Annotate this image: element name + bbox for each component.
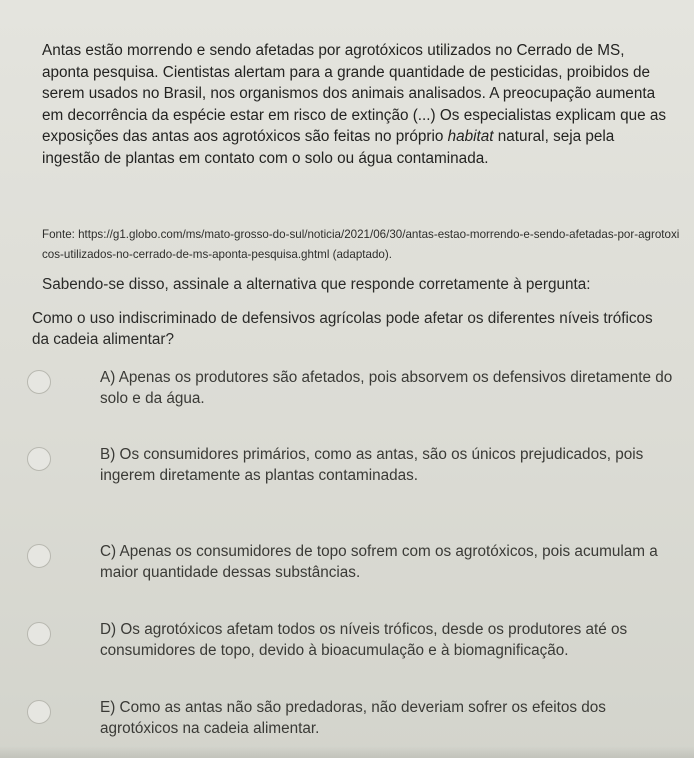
- option-d-radio-icon[interactable]: [27, 622, 51, 646]
- option-a[interactable]: [22, 368, 682, 432]
- option-c-radio-icon[interactable]: [27, 544, 51, 568]
- option-b-radio-icon[interactable]: [27, 447, 51, 471]
- option-d-label: D) Os agrotóxicos afetam todos os níveis tróficos, desde os produtores até os consumidores de topo, devido à bioacumulação e à biomagnificação.: [100, 621, 628, 659]
- bottom-shadow: [0, 746, 694, 758]
- option-c-label: C) Apenas os consumidores de topo sofrem com os agrotóxicos, pois acumulam a maior quantidade dessas substâncias.: [100, 543, 658, 581]
- question-text: Como o uso indiscriminado de defensivos agrícolas pode afetar os diferentes níveis tróficos da cadeia alimentar?: [32, 310, 653, 348]
- source-citation: Fonte: https://g1.globo.com/ms/mato-grosso-do-sul/noticia/2021/06/30/antas-estao-morrendo-e-sendo-afetadas-por-agrotoxicos-utilizados-no-cerrado-de-ms-aponta-pesquisa.ghtml (adaptado).: [42, 228, 680, 261]
- option-b-label: B) Os consumidores primários, como as antas, são os únicos prejudicados, pois ingerem diretamente as plantas contaminadas.: [100, 446, 644, 484]
- option-a-radio-icon[interactable]: [27, 370, 51, 394]
- instruction-text: Sabendo-se disso, assinale a alternativa que responde corretamente à pergunta:: [42, 276, 591, 293]
- passage-italic-word: habitat: [447, 128, 494, 145]
- option-e-radio-icon[interactable]: [27, 700, 51, 724]
- option-e-label: E) Como as antas não são predadoras, não deveriam sofrer os efeitos dos agrotóxicos na cadeia alimentar.: [100, 699, 606, 737]
- passage-text: [42, 40, 672, 169]
- option-b[interactable]: [22, 445, 682, 509]
- passage-part-1: Antas estão morrendo e sendo afetadas por agrotóxicos utilizados no Cerrado de MS, aponta pesquisa. Cientistas alertam para a grande quantidade de pesticidas, proibidos de serem usados no Brasil, nos organismos dos animais analisados. A preocupação aumenta em decorrência da espécie estar em risco de extinção (...) Os especialistas explicam que as exposições das antas aos agrotóxicos são feitas no próprio: [42, 42, 667, 145]
- passage-part-2: natural, seja pela ingestão de plantas em contato com o solo ou água contaminada.: [42, 128, 615, 167]
- option-a-label: A) Apenas os produtores são afetados, pois absorvem os defensivos diretamente do solo e da água.: [100, 369, 673, 407]
- option-d[interactable]: [22, 620, 682, 684]
- option-c[interactable]: [22, 542, 682, 606]
